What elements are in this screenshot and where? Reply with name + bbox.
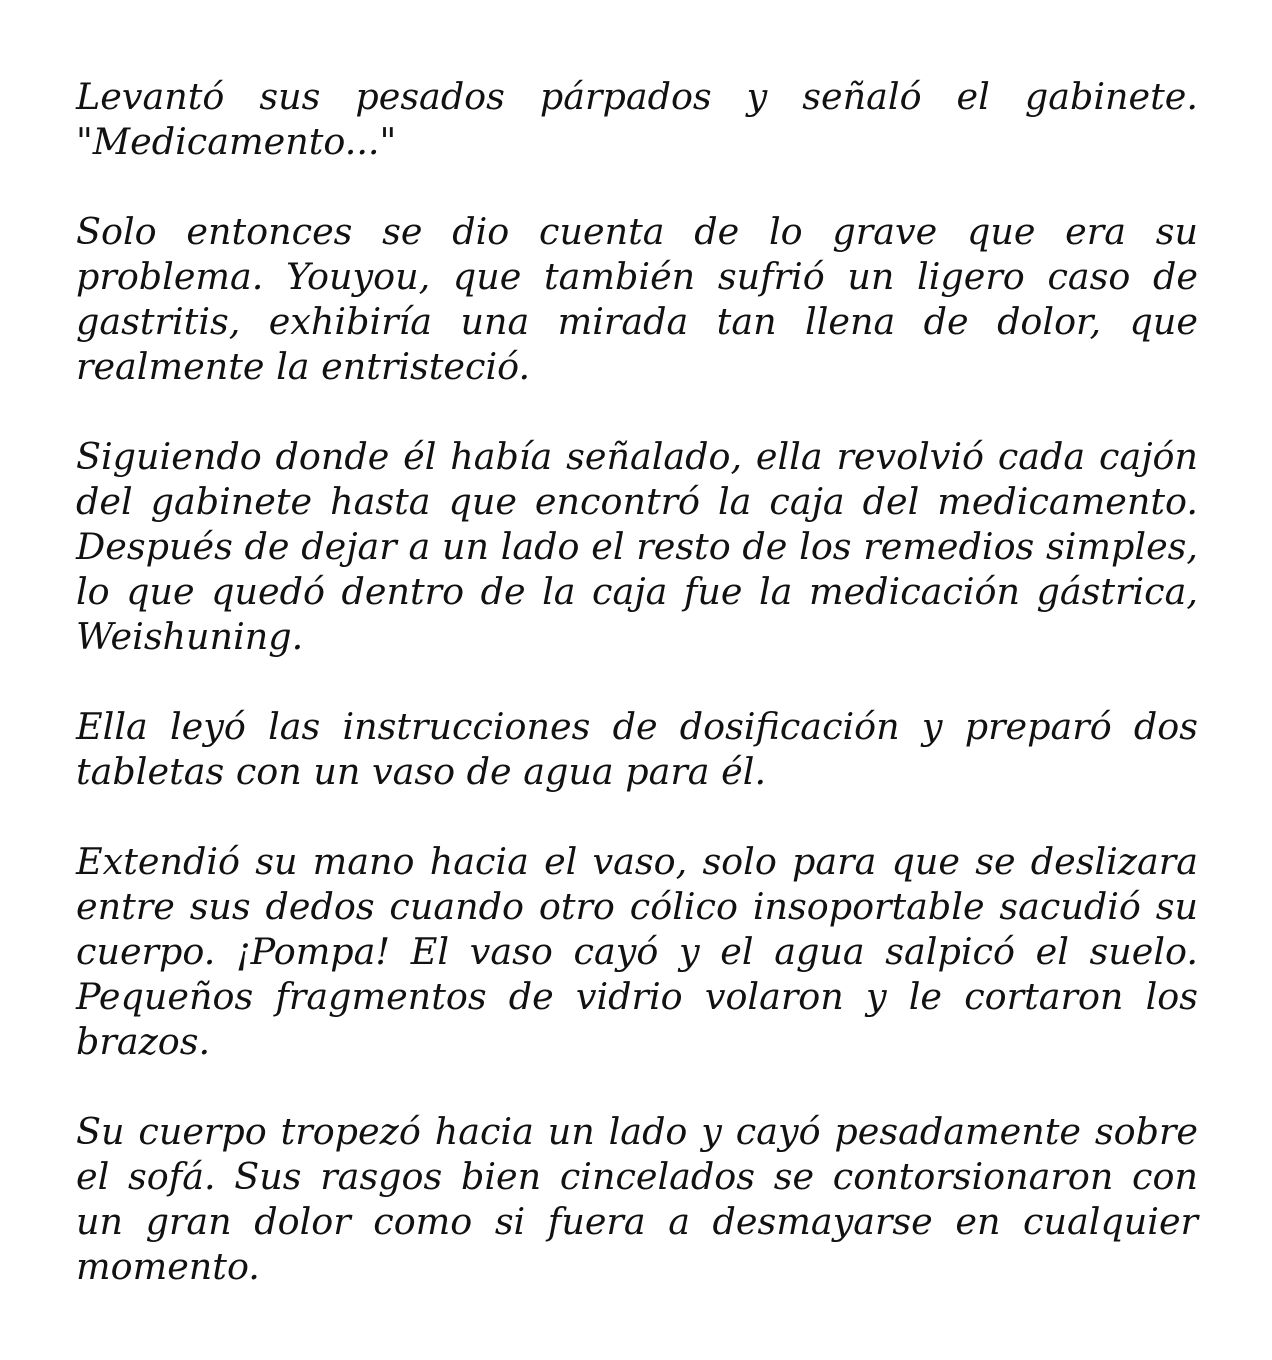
paragraph: Extendió su mano hacia el vaso, solo para que se deslizara entre sus dedos cuando otro cólico insoportable sacudió su cuerpo. ¡Pompa! El vaso cayó y el agua salpicó el suelo. Pequeños fragmentos de vidrio volaron y le cortaron los brazos. — [76, 840, 1198, 1063]
paragraph: Siguiendo donde él había señalado, ella revolvió cada cajón del gabinete hasta que encontró la caja del medicamento. Después de dejar a un lado el resto de los remedios simples, lo que quedó dentro de la caja fue la medicación gástrica, Weishuning. — [76, 435, 1198, 658]
document-body — [76, 74, 1198, 1289]
paragraph: Ella leyó las instrucciones de dosificación y preparó dos tabletas con un vaso de agua para él. — [76, 705, 1198, 793]
paragraph: Su cuerpo tropezó hacia un lado y cayó pesadamente sobre el sofá. Sus rasgos bien cincelados se contorsionaron con un gran dolor como si fuera a desmayarse en cualquier momento. — [76, 1110, 1198, 1288]
paragraph: Solo entonces se dio cuenta de lo grave que era su problema. Youyou, que también sufrió un ligero caso de gastritis, exhibiría una mirada tan llena de dolor, que realmente la entristeció. — [76, 210, 1198, 388]
paragraph: Levantó sus pesados párpados y señaló el gabinete. "Medicamento..." — [76, 75, 1198, 163]
